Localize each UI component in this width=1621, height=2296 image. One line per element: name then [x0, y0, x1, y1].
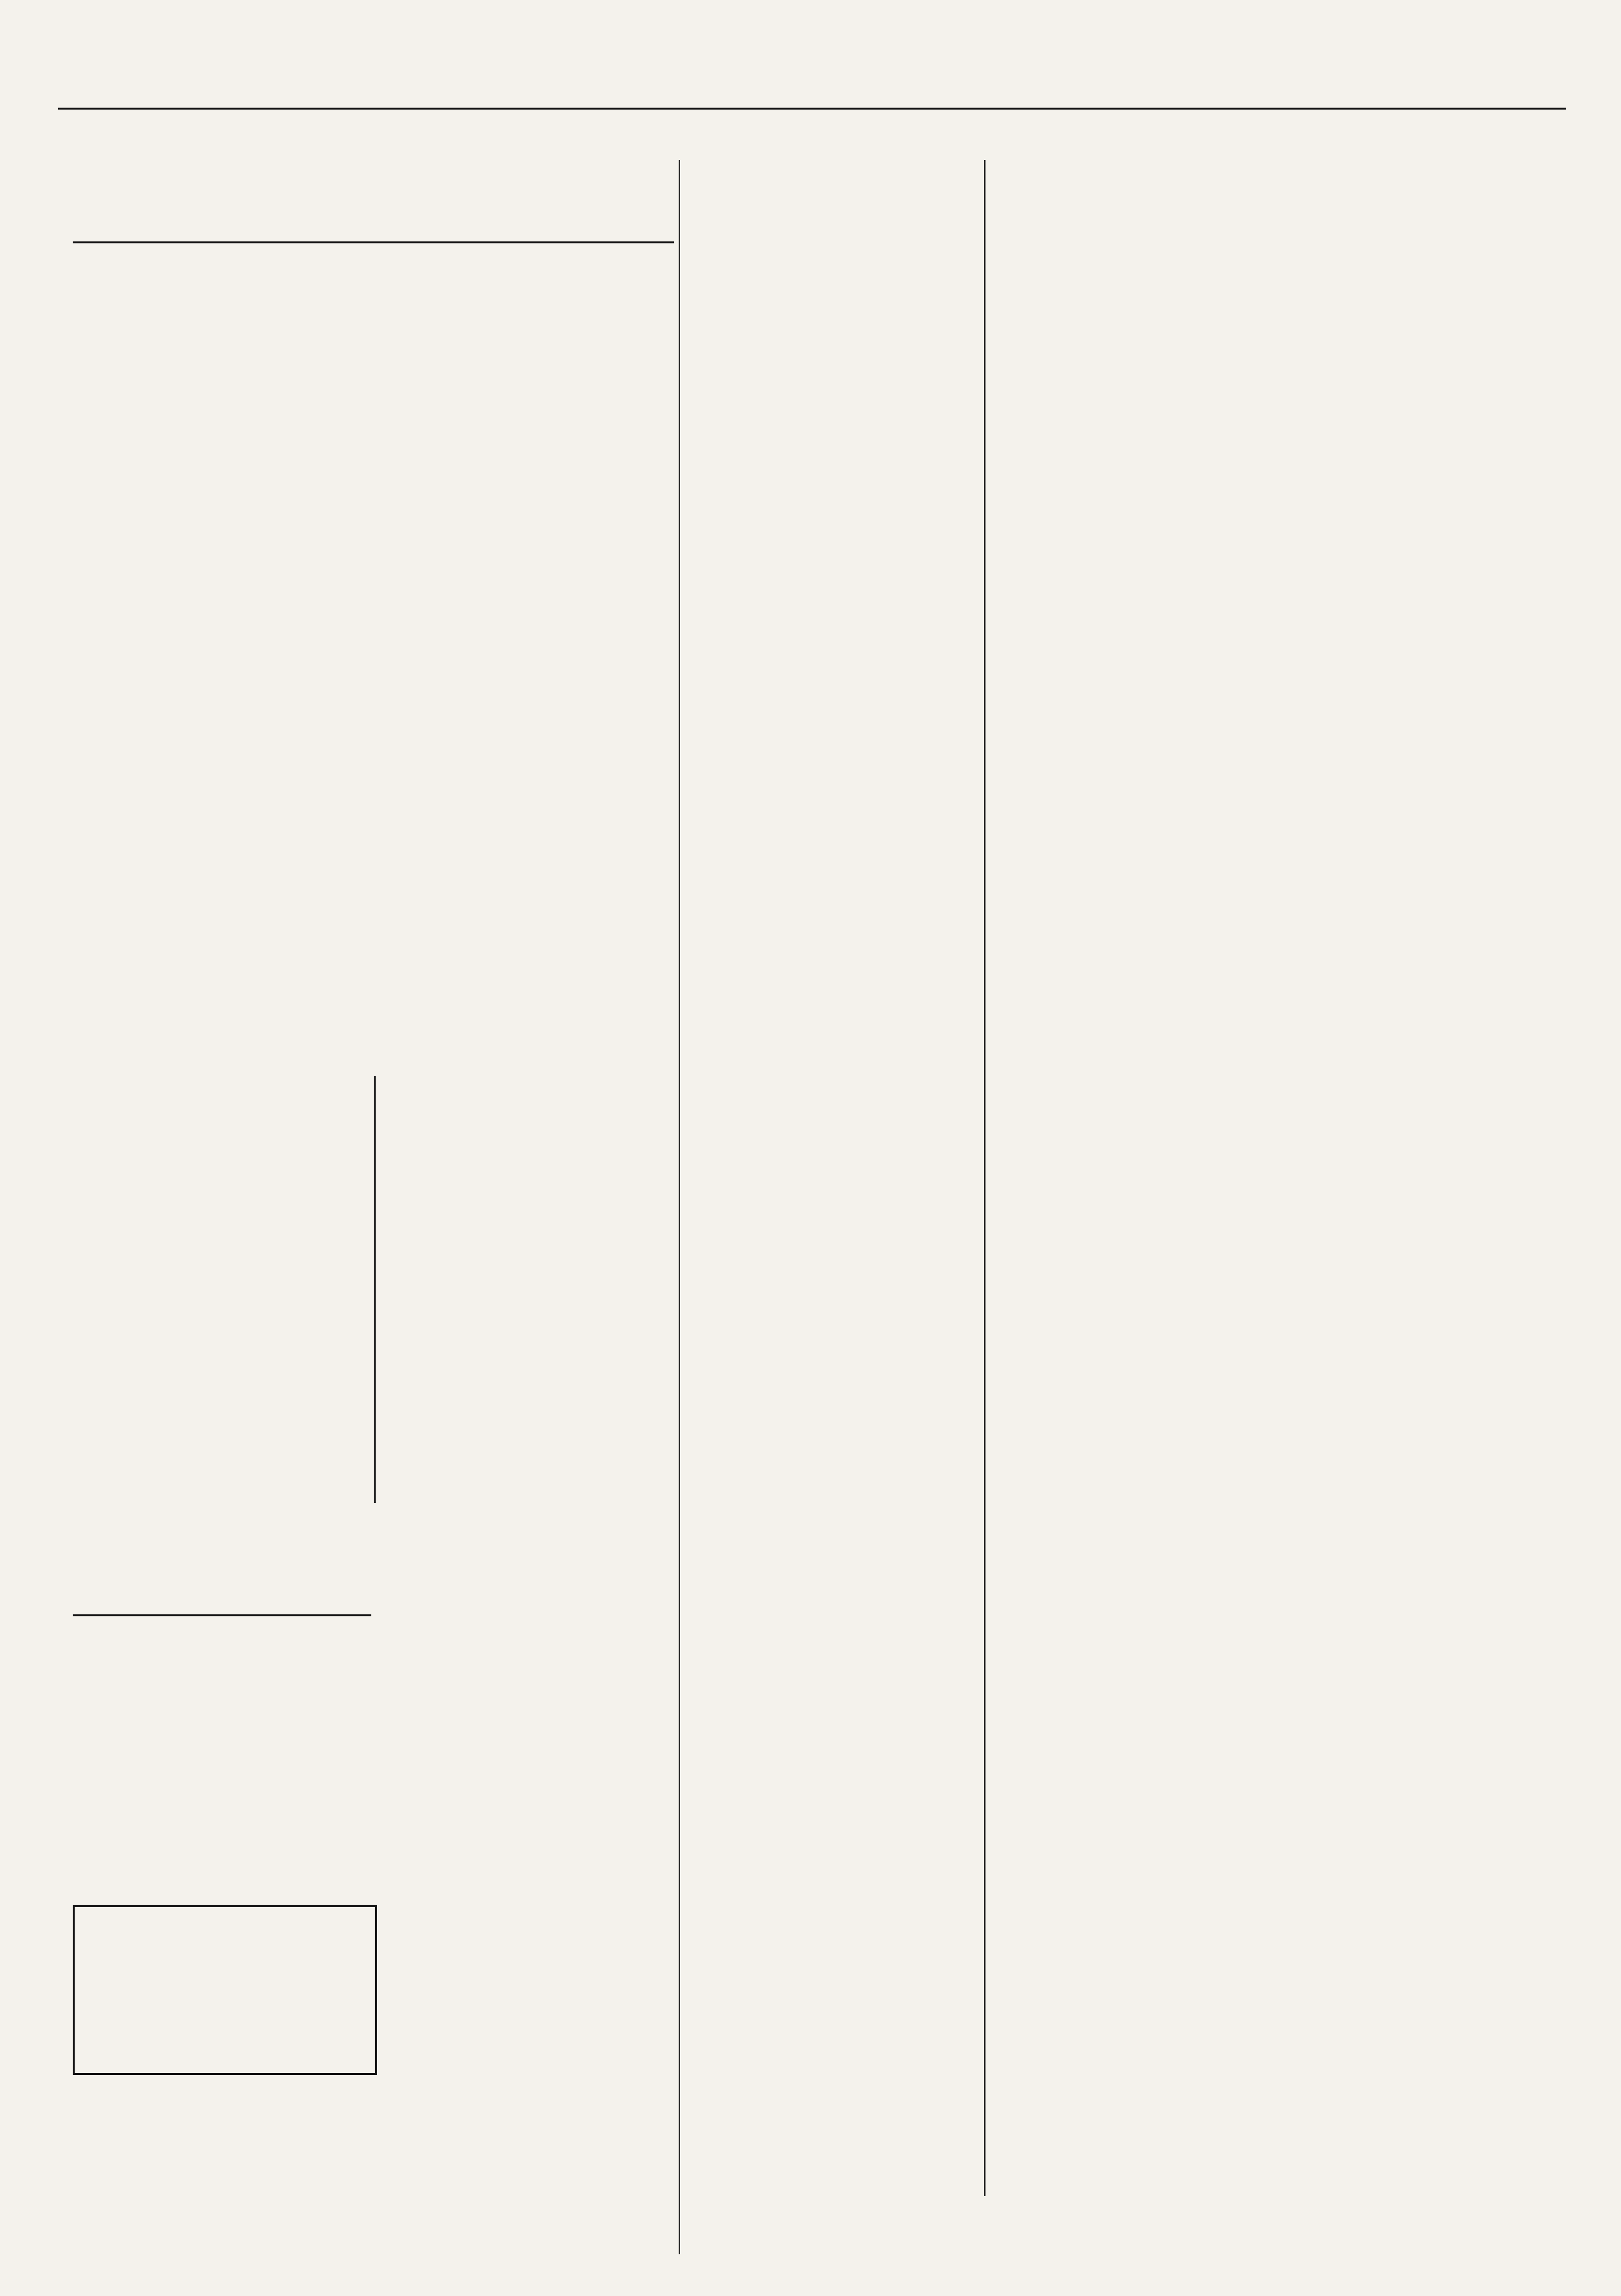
- casamento-text: [78, 1910, 372, 1916]
- column-divider: [374, 1076, 376, 1503]
- festejos-headline-wrap: [73, 145, 674, 238]
- column-divider: [984, 160, 985, 2196]
- transito-article: [73, 1614, 371, 1886]
- masthead: [0, 47, 1621, 105]
- casamento-ad: [73, 1905, 377, 2075]
- column-divider: [679, 160, 680, 2254]
- headline-rule: [73, 241, 674, 243]
- festejos-column-2: [381, 247, 675, 1071]
- masthead-rule: [58, 108, 1566, 110]
